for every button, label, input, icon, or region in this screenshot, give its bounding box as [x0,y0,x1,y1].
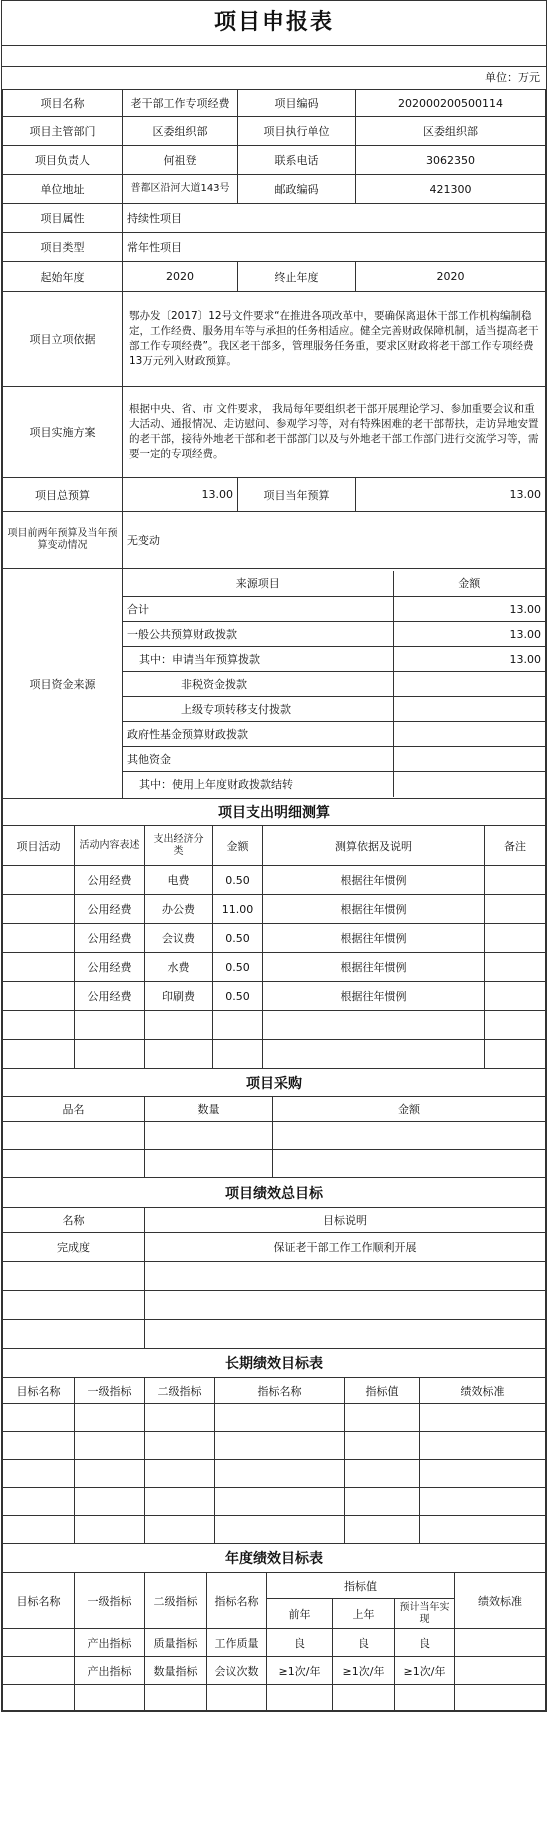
plan-text: 根据中央、省、市 文件要求， 我局每年要组织老干部开展理论学习、参加重要会议和重大活动、通报情况、走访慰问、参观学习等，对有特殊困难的老干部帮扶，走访异地安置的老干部，接待外地老干部和老干部部门以及与外地老干部工作部门进行交流学习等，需要一定的专项经费。 [123,387,546,478]
annual-cell [455,1685,546,1711]
expense-cell: 公用经费 [75,982,145,1011]
annual-cell: 工作质量 [207,1629,267,1657]
expense-cell [485,924,546,953]
annual-cell: 产出指标 [75,1629,145,1657]
total-budget-value: 13.00 [123,478,238,512]
performance-cell: 完成度 [3,1233,145,1262]
annual-cell: ≥1次/年 [333,1657,395,1685]
exec-unit-value: 区委组织部 [356,117,546,146]
annual-header-target: 目标名称 [3,1573,75,1629]
long-term-header: 一级指标 [75,1378,145,1404]
project-name-value: 老干部工作专项经费 [123,90,238,117]
expense-header: 备注 [485,826,546,866]
table-row [3,1122,546,1150]
expense-header: 支出经济分类 [145,826,213,866]
expense-cell [485,982,546,1011]
project-name-label: 项目名称 [3,90,123,117]
performance-cell [145,1291,546,1320]
purchase-header: 金额 [273,1097,546,1122]
expense-header: 项目活动 [3,826,75,866]
expense-cell: 公用经费 [75,866,145,895]
expense-cell [3,924,75,953]
blank-row [2,46,546,67]
expense-section-title: 项目支出明细测算 [3,799,546,826]
expense-cell [145,1040,213,1069]
funding-row-amount: 13.00 [393,622,545,647]
expense-cell: 0.50 [213,924,263,953]
performance-cell [3,1262,145,1291]
funding-row-name: 非税资金拨款 [123,672,393,697]
basis-label: 项目立项依据 [3,292,123,387]
annual-cell: 质量指标 [145,1629,207,1657]
expense-cell [145,1011,213,1040]
expense-cell [3,1011,75,1040]
expense-cell: 根据往年惯例 [263,982,485,1011]
expense-cell: 公用经费 [75,924,145,953]
expense-cell [75,1040,145,1069]
purchase-cell [3,1150,145,1178]
funding-row-name: 其他资金 [123,747,393,772]
expense-cell [3,982,75,1011]
table-row [3,924,546,953]
annual-header-value: 指标值 [267,1573,455,1599]
purchase-cell [145,1122,273,1150]
performance-target-table [2,1177,546,1349]
expense-cell: 办公费 [145,895,213,924]
basic-info-table [2,89,546,799]
funding-row-amount [393,672,545,697]
table-row [3,1291,546,1320]
annual-section-title: 年度绩效目标表 [3,1544,546,1573]
funding-row-amount [393,722,545,747]
table-row [3,1629,546,1657]
expense-detail-table [2,798,546,1069]
annual-cell [207,1685,267,1711]
table-row [3,982,546,1011]
expense-cell [3,895,75,924]
annual-cell [267,1685,333,1711]
performance-section-title: 项目绩效总目标 [3,1178,546,1208]
annual-cell [3,1685,75,1711]
annual-cell: 数量指标 [145,1657,207,1685]
annual-cell [333,1685,395,1711]
performance-cell [145,1320,546,1349]
annual-cell: 良 [267,1629,333,1657]
funding-source-label: 项目资金来源 [3,569,123,799]
purchase-section-title: 项目采购 [3,1069,546,1097]
expense-cell: 印刷费 [145,982,213,1011]
expense-cell [485,866,546,895]
expense-cell [213,1011,263,1040]
annual-cell [455,1629,546,1657]
funding-row-amount [393,747,545,772]
type-label: 项目类型 [3,233,123,262]
funding-row-name: 上级专项转移支付拨款 [123,697,393,722]
phone-label: 联系电话 [238,146,356,175]
expense-cell [485,1011,546,1040]
annual-cell: 产出指标 [75,1657,145,1685]
long-term-section-title: 长期绩效目标表 [3,1349,546,1378]
annual-target-table [2,1543,546,1711]
purchase-header: 数量 [145,1097,273,1122]
table-row [3,1011,546,1040]
project-application-form [1,0,547,1712]
funding-row-name: 一般公共预算财政拨款 [123,622,393,647]
form-title: 项目申报表 [2,1,546,46]
expense-cell: 0.50 [213,953,263,982]
annual-cell [395,1685,455,1711]
table-row [3,1432,546,1460]
annual-cell [455,1657,546,1685]
expense-cell: 根据往年惯例 [263,866,485,895]
performance-cell: 保证老干部工作工作顺利开展 [145,1233,546,1262]
expense-cell: 公用经费 [75,895,145,924]
funding-row-amount: 13.00 [393,597,545,622]
budget-change-label: 项目前两年预算及当年预算变动情况 [3,512,123,569]
table-row [3,1685,546,1711]
annual-cell [3,1657,75,1685]
expense-cell: 根据往年惯例 [263,895,485,924]
expense-cell [263,1011,485,1040]
annual-header-expect: 预计当年实现 [395,1599,455,1629]
purchase-table [2,1068,546,1178]
long-term-target-table [2,1348,546,1544]
funding-row-amount [393,697,545,722]
performance-cell [3,1320,145,1349]
expense-cell [485,895,546,924]
dept-value: 区委组织部 [123,117,238,146]
expense-cell: 根据往年惯例 [263,953,485,982]
annual-header-standard: 绩效标准 [455,1573,546,1629]
expense-cell: 公用经费 [75,953,145,982]
annual-header-level1: 一级指标 [75,1573,145,1629]
budget-change-value: 无变动 [123,512,546,569]
current-budget-label: 项目当年预算 [238,478,356,512]
annual-header-name: 指标名称 [207,1573,267,1629]
expense-cell [485,1040,546,1069]
long-term-header: 指标值 [345,1378,420,1404]
table-row [3,1233,546,1262]
annual-cell: 会议次数 [207,1657,267,1685]
expense-cell [75,1011,145,1040]
funding-header-amount: 金额 [393,571,545,597]
performance-cell [3,1291,145,1320]
expense-cell: 0.50 [213,866,263,895]
long-term-header: 绩效标准 [420,1378,546,1404]
table-row [3,1040,546,1069]
expense-cell [213,1040,263,1069]
table-row [3,1460,546,1488]
purchase-cell [145,1150,273,1178]
project-code-value: 202000200500114 [356,90,546,117]
basis-text: 鄂办发〔2017〕12号文件要求“在推进各项改革中，要确保离退休干部工作机构编制稳定，工作经费、服务用车等与承担的任务相适应。健全完善财政保障机制，适当提高老干部工作专项经费”。我区老干部多，管理服务任务重，要求区财政将老干部工作专项经费13万元列入财政预算。 [123,292,546,387]
attr-label: 项目属性 [3,204,123,233]
expense-header: 测算依据及说明 [263,826,485,866]
zip-label: 邮政编码 [238,175,356,204]
zip-value: 421300 [356,175,546,204]
end-year-label: 终止年度 [238,262,356,292]
table-row [3,1488,546,1516]
annual-cell [145,1685,207,1711]
long-term-header: 二级指标 [145,1378,215,1404]
end-year-value: 2020 [356,262,546,292]
owner-label: 项目负责人 [3,146,123,175]
exec-unit-label: 项目执行单位 [238,117,356,146]
expense-cell: 水费 [145,953,213,982]
expense-cell: 电费 [145,866,213,895]
expense-cell: 会议费 [145,924,213,953]
project-code-label: 项目编码 [238,90,356,117]
annual-cell: ≥1次/年 [395,1657,455,1685]
annual-header-level2: 二级指标 [145,1573,207,1629]
funding-source-cell [123,569,546,799]
start-year-label: 起始年度 [3,262,123,292]
attr-value: 持续性项目 [123,204,546,233]
funding-row-name: 合计 [123,597,393,622]
long-term-header: 指标名称 [215,1378,345,1404]
annual-cell [75,1685,145,1711]
table-row [3,866,546,895]
expense-cell [3,953,75,982]
expense-header: 金额 [213,826,263,866]
performance-header: 名称 [3,1208,145,1233]
start-year-value: 2020 [123,262,238,292]
table-row [3,953,546,982]
expense-header: 活动内容表述 [75,826,145,866]
purchase-cell [3,1122,145,1150]
expense-cell: 11.00 [213,895,263,924]
current-budget-value: 13.00 [356,478,546,512]
table-row [3,1262,546,1291]
expense-cell [263,1040,485,1069]
purchase-cell [273,1150,546,1178]
expense-cell [3,1040,75,1069]
table-row [3,895,546,924]
table-row [3,1150,546,1178]
annual-header-prev: 前年 [267,1599,333,1629]
funding-row-amount: 13.00 [393,647,545,672]
long-term-header: 目标名称 [3,1378,75,1404]
table-row [3,1657,546,1685]
annual-header-last: 上年 [333,1599,395,1629]
annual-cell: 良 [395,1629,455,1657]
annual-cell [3,1629,75,1657]
table-row [3,1516,546,1544]
dept-label: 项目主管部门 [3,117,123,146]
funding-row-name: 其中：使用上年度财政拨款结转 [123,772,393,797]
funding-row-amount [393,772,545,797]
phone-value: 3062350 [356,146,546,175]
expense-cell: 0.50 [213,982,263,1011]
owner-value: 何祖登 [123,146,238,175]
performance-header: 目标说明 [145,1208,546,1233]
table-row [3,1320,546,1349]
table-row [3,1404,546,1432]
expense-cell [3,866,75,895]
funding-header-source: 来源项目 [123,571,393,597]
annual-cell: ≥1次/年 [267,1657,333,1685]
funding-table [123,571,545,797]
address-value: 普都区沿河大道143号 [123,175,238,204]
funding-row-name: 政府性基金预算财政拨款 [123,722,393,747]
expense-cell [485,953,546,982]
total-budget-label: 项目总预算 [3,478,123,512]
purchase-header: 品名 [3,1097,145,1122]
expense-cell: 根据往年惯例 [263,924,485,953]
purchase-cell [273,1122,546,1150]
annual-cell: 良 [333,1629,395,1657]
plan-label: 项目实施方案 [3,387,123,478]
type-value: 常年性项目 [123,233,546,262]
address-label: 单位地址 [3,175,123,204]
funding-row-name: 其中：申请当年预算拨款 [123,647,393,672]
unit-label: 单位：万元 [2,67,546,90]
performance-cell [145,1262,546,1291]
